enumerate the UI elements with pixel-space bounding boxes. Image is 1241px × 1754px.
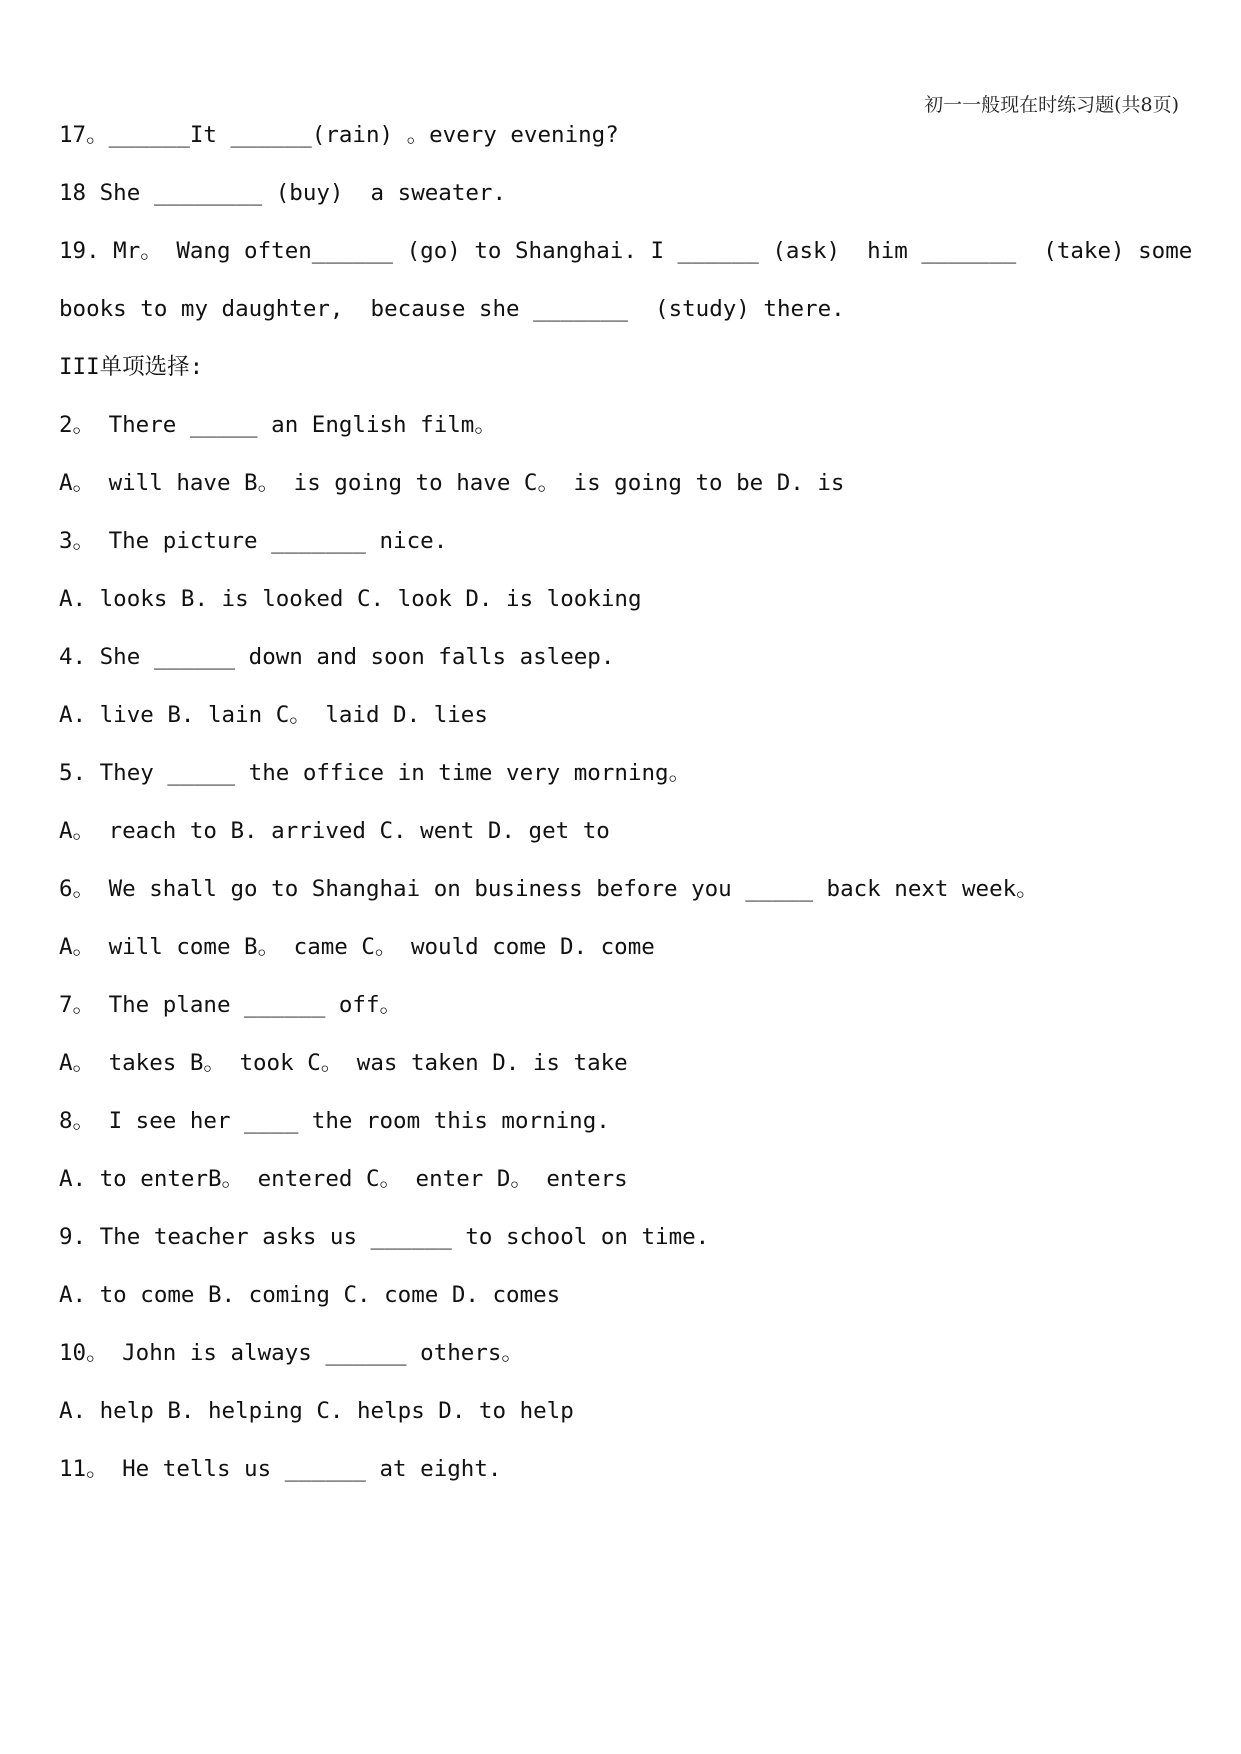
question-9: 9. The teacher asks us ______ to school on time. [59, 1224, 710, 1250]
section-heading: III单项选择: [59, 354, 204, 380]
options-10: A. help B. helping C. helps D. to help [59, 1398, 574, 1424]
question-11: 11。 He tells us ______ at eight. [59, 1456, 502, 1482]
options-9: A. to come B. coming C. come D. comes [59, 1282, 561, 1308]
question-8: 8。 I see her ____ the room this morning. [59, 1108, 610, 1134]
question-10: 10。 John is always ______ others。 [59, 1340, 524, 1366]
page-header: 初一一般现在时练习题(共8页) [924, 94, 1179, 116]
options-4: A. live B. lain C。 laid D. lies [59, 702, 488, 728]
question-19: 19. Mr。 Wang often______ (go) to Shanghai. I ______ (ask) him _______ (take) some [59, 238, 1193, 264]
question-19-continued: books to my daughter, because she _______ (study) there. [59, 296, 845, 322]
question-3: 3。 The picture _______ nice. [59, 528, 448, 554]
options-5: A。 reach to B. arrived C. went D. get to [59, 818, 610, 844]
question-18: 18 She ________ (buy) a sweater. [59, 180, 507, 206]
options-8: A. to enterB。 entered C。 enter D。 enters [59, 1166, 628, 1192]
question-17: 17。______It ______(rain) 。every evening? [59, 122, 619, 148]
question-2: 2。 There _____ an English film。 [59, 412, 497, 438]
options-7: A。 takes B。 took C。 was taken D. is take [59, 1050, 628, 1076]
question-7: 7。 The plane ______ off。 [59, 992, 403, 1018]
options-6: A。 will come B。 came C。 would come D. come [59, 934, 655, 960]
options-2: A。 will have B。 is going to have C。 is going to be D. is [59, 470, 845, 496]
question-5: 5. They _____ the office in time very morning。 [59, 760, 692, 786]
question-6: 6。 We shall go to Shanghai on business before you _____ back next week。 [59, 876, 1039, 902]
question-4: 4. She ______ down and soon falls asleep. [59, 644, 615, 670]
options-3: A. looks B. is looked C. look D. is looking [59, 586, 642, 612]
